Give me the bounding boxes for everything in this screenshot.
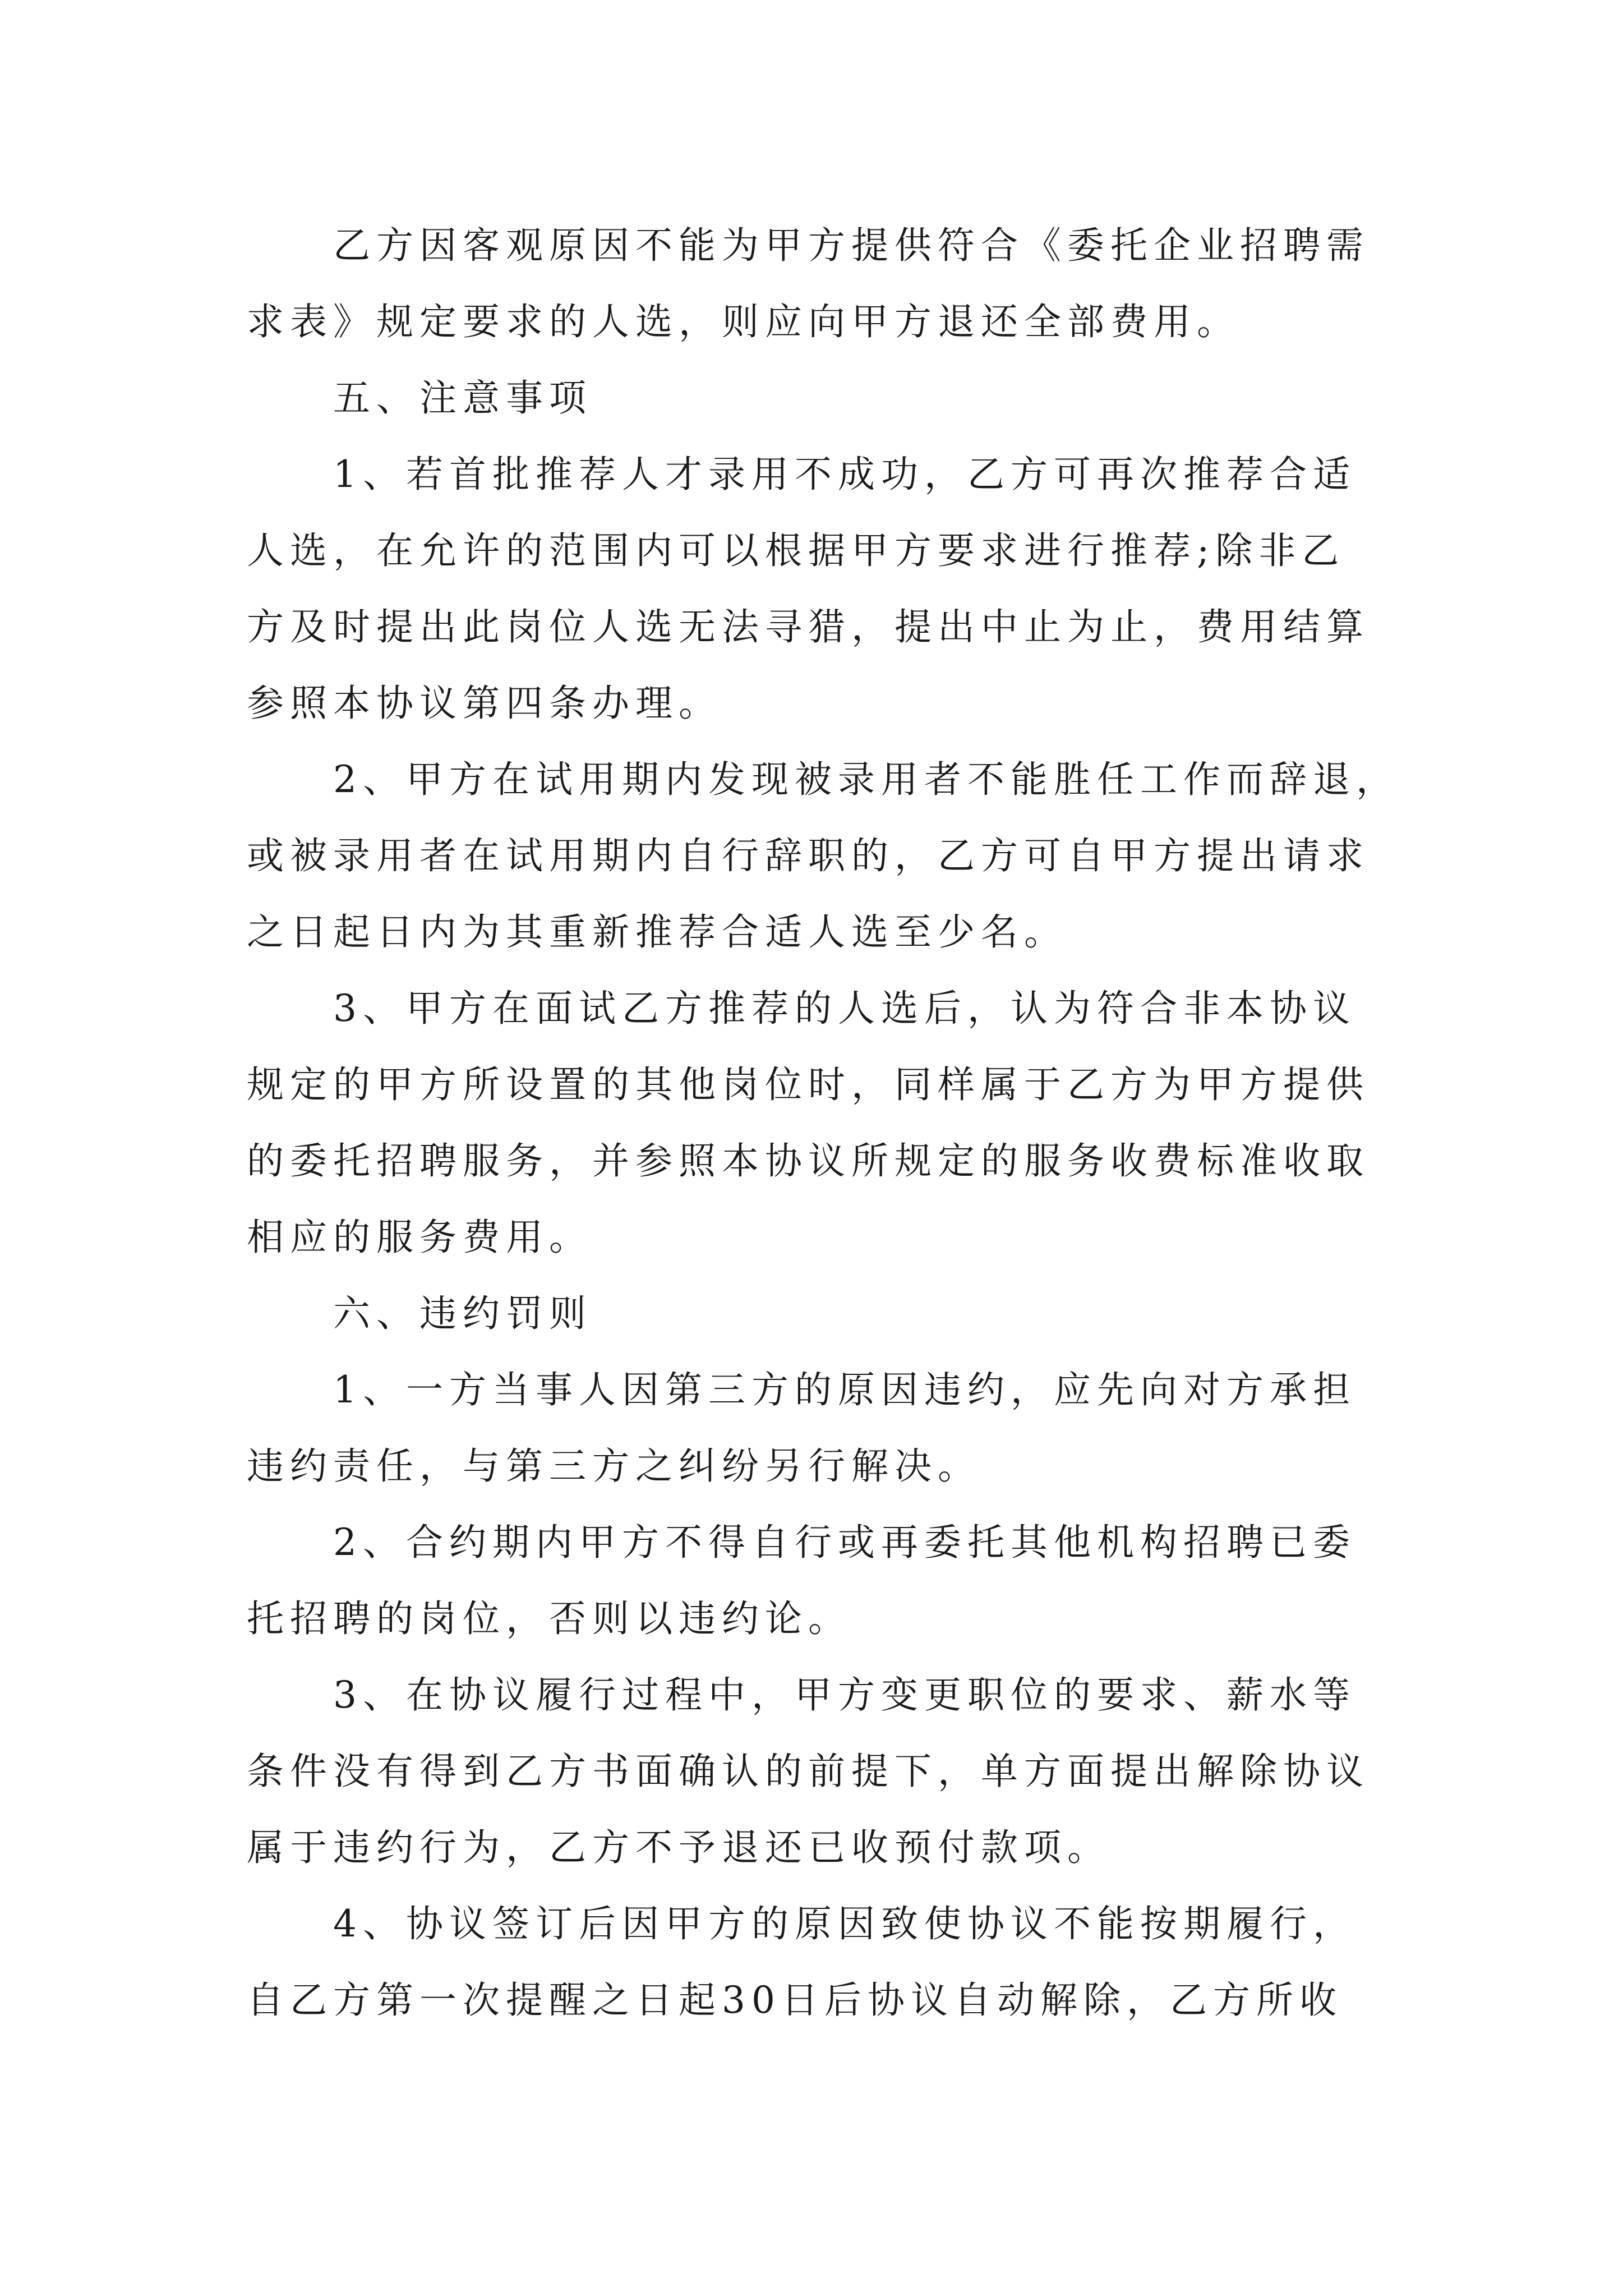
text-line: 条件没有得到乙方书面确认的前提下，单方面提出解除协议 [247,1750,1370,1793]
text-line: 自乙方第一次提醒之日起30日后协议自动解除，乙方所收 [247,1978,1343,2022]
text-line: 1、一方当事人因第三方的原因违约，应先向对方承担 [333,1368,1356,1411]
text-line: 2、合约期内甲方不得自行或再委托其他机构招聘已委 [333,1521,1356,1564]
text-line: 乙方因客观原因不能为甲方提供符合《委托企业招聘需 [333,224,1370,267]
document-body [247,208,1399,2039]
text-line: 4、协议签订后因甲方的原因致使协议不能按期履行， [333,1902,1356,1945]
text-line: 相应的服务费用。 [247,1216,592,1259]
text-line: 参照本协议第四条办理。 [247,682,722,725]
text-line: 属于违约行为，乙方不予退还已收预付款项。 [247,1826,1110,1869]
text-line: 或被录用者在试用期内自行辞职的，乙方可自甲方提出请求 [247,834,1370,877]
text-line: 3、在协议履行过程中，甲方变更职位的要求、薪水等 [333,1673,1356,1717]
text-line: 人选，在允许的范围内可以根据甲方要求进行推荐;除非乙 [247,529,1345,572]
text-line: 2、甲方在试用期内发现被录用者不能胜任工作而辞退， [333,758,1399,801]
text-line: 3、甲方在面试乙方推荐的人选后，认为符合非本协议 [333,987,1356,1030]
text-line: 规定的甲方所设置的其他岗位时，同样属于乙方为甲方提供 [247,1063,1370,1106]
text-line: 之日起日内为其重新推荐合适人选至少名。 [247,910,1067,954]
text-line: 违约责任，与第三方之纠纷另行解决。 [247,1444,981,1488]
section-heading: 五、注意事项 [333,376,592,420]
text-line: 的委托招聘服务，并参照本协议所规定的服务收费标准收取 [247,1139,1370,1182]
text-line: 托招聘的岗位，否则以违约论。 [247,1597,851,1640]
text-line: 方及时提出此岗位人选无法寻猎，提出中止为止，费用结算 [247,605,1370,648]
text-line: 求表》规定要求的人选，则应向甲方退还全部费用。 [247,300,1240,343]
section-heading: 六、违约罚则 [333,1292,592,1335]
text-line: 1、若首批推荐人才录用不成功，乙方可再次推荐合适 [333,453,1356,496]
